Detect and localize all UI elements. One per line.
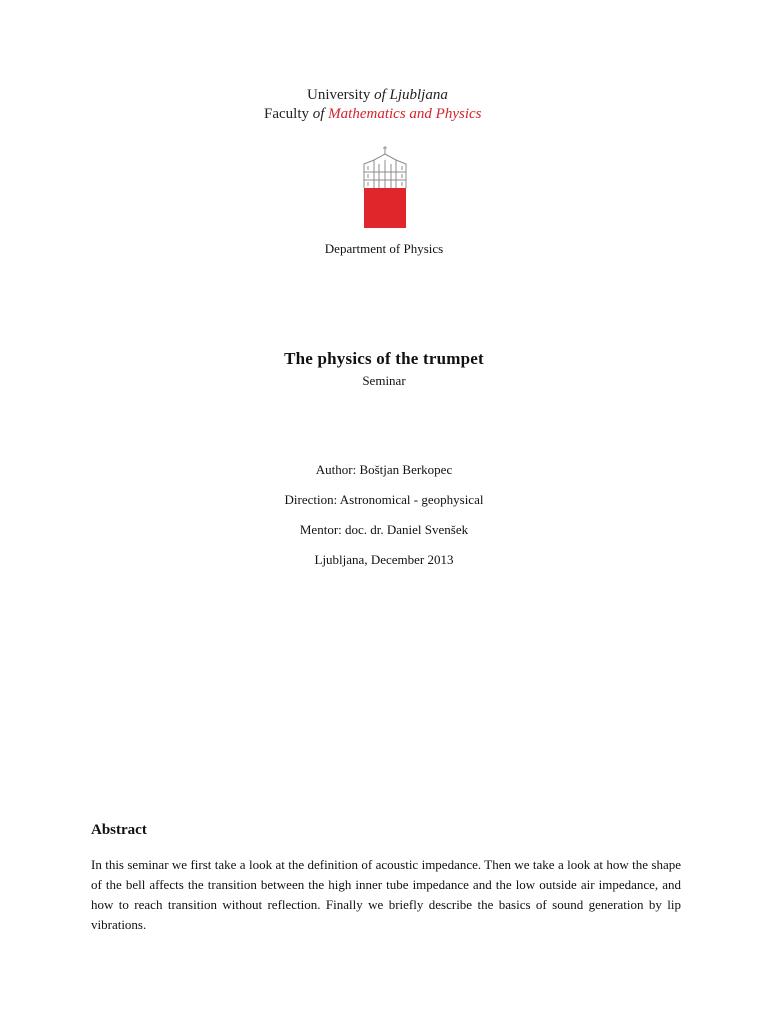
faculty-name: Faculty of Mathematics and Physics — [264, 106, 482, 122]
mentor-line: Mentor: doc. dr. Daniel Svenšek — [299, 522, 469, 537]
university-name: University of Ljubljana — [307, 87, 448, 103]
direction-line: Direction: Astronomical - geophysical — [284, 492, 484, 507]
department-name: Department of Physics — [324, 241, 444, 256]
abstract-body: In this seminar we first take a look at the definition of acoustic impedance. Then we take a look at how the shape of the bell affects the transition between the high inner tube impedance and the low outside air impedance, and how to reach transition without reflection. Finally we briefly describe the basics of sound generation by lip vibrations. — [91, 857, 681, 932]
place-date-line: Ljubljana, December 2013 — [314, 552, 454, 567]
document-title: The physics of the trumpet — [284, 349, 484, 368]
abstract-heading: Abstract — [91, 822, 147, 838]
logo-building — [364, 146, 406, 188]
university-header — [264, 86, 524, 124]
author-line: Author: Boštjan Berkopec — [315, 462, 453, 477]
logo-red-block — [364, 188, 406, 228]
document-subtitle: Seminar — [362, 373, 406, 388]
university-logo-icon — [362, 142, 408, 228]
